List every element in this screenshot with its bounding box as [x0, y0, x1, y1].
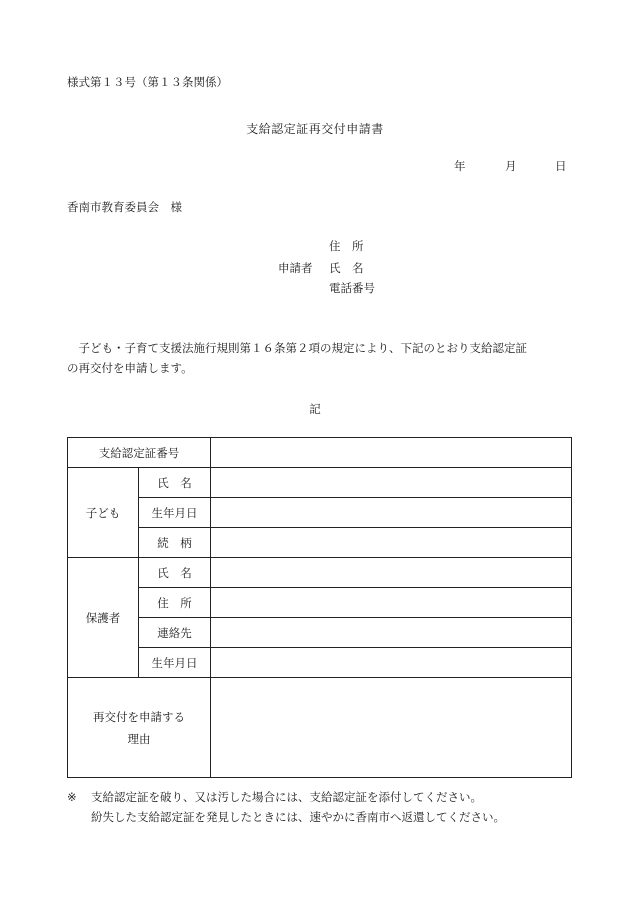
child-birthdate-label: 生年月日 — [139, 498, 211, 528]
guardian-group-label: 保護者 — [68, 558, 139, 678]
form-number: 様式第１３号（第１３条関係） — [67, 75, 228, 89]
applicant-label: 申請者 — [278, 261, 313, 275]
child-relationship-field[interactable] — [211, 528, 572, 558]
guardian-contact-field[interactable] — [211, 618, 572, 648]
cert-number-label: 支給認定証番号 — [68, 438, 211, 468]
table-row — [68, 648, 572, 678]
application-table — [67, 437, 572, 778]
table-row — [68, 498, 572, 528]
note-mark: ※ — [67, 790, 77, 804]
child-relationship-label: 続 柄 — [139, 528, 211, 558]
date-year-label: 年 — [454, 159, 466, 173]
guardian-birthdate-field[interactable] — [211, 648, 572, 678]
note-line-1: 支給認定証を破り、又は汚した場合には、支給認定証を添付してください。 — [91, 790, 482, 804]
guardian-birthdate-label: 生年月日 — [139, 648, 211, 678]
request-statement-line-2: の再交付を申請します。 — [67, 361, 193, 375]
table-row — [68, 558, 572, 588]
guardian-contact-label: 連絡先 — [139, 618, 211, 648]
guardian-name-field[interactable] — [211, 558, 572, 588]
applicant-address-label: 住 所 — [329, 239, 364, 253]
child-birthdate-field[interactable] — [211, 498, 572, 528]
applicant-name-label: 氏 名 — [329, 261, 364, 275]
request-statement — [67, 338, 577, 378]
reason-label — [68, 678, 211, 778]
table-row — [68, 678, 572, 778]
child-group-label: 子ども — [68, 468, 139, 558]
note-line-2: 紛失した支給認定証を発見したときには、速やかに香南市へ返還してください。 — [91, 810, 505, 824]
cert-number-field[interactable] — [211, 438, 572, 468]
request-statement-line-1: 子ども・子育て支援法施行規則第１６条第２項の規定により、下記のとおり支給認定証 — [67, 341, 527, 355]
child-name-field[interactable] — [211, 468, 572, 498]
table-row — [68, 588, 572, 618]
table-row — [68, 468, 572, 498]
child-name-label: 氏 名 — [139, 468, 211, 498]
ki-heading: 記 — [309, 402, 321, 416]
addressee: 香南市教育委員会 様 — [67, 200, 182, 214]
reason-label-line-1: 再交付を申請する — [93, 709, 185, 724]
reason-field[interactable] — [211, 678, 572, 778]
guardian-address-field[interactable] — [211, 588, 572, 618]
date-day-label: 日 — [555, 159, 567, 173]
table-row — [68, 438, 572, 468]
applicant-phone-label: 電話番号 — [329, 281, 375, 295]
guardian-name-label: 氏 名 — [139, 558, 211, 588]
document-title: 支給認定証再交付申請書 — [246, 122, 384, 136]
guardian-address-label: 住 所 — [139, 588, 211, 618]
table-row — [68, 618, 572, 648]
reason-label-line-2: 理由 — [127, 731, 151, 746]
table-row — [68, 528, 572, 558]
date-month-label: 月 — [505, 159, 517, 173]
